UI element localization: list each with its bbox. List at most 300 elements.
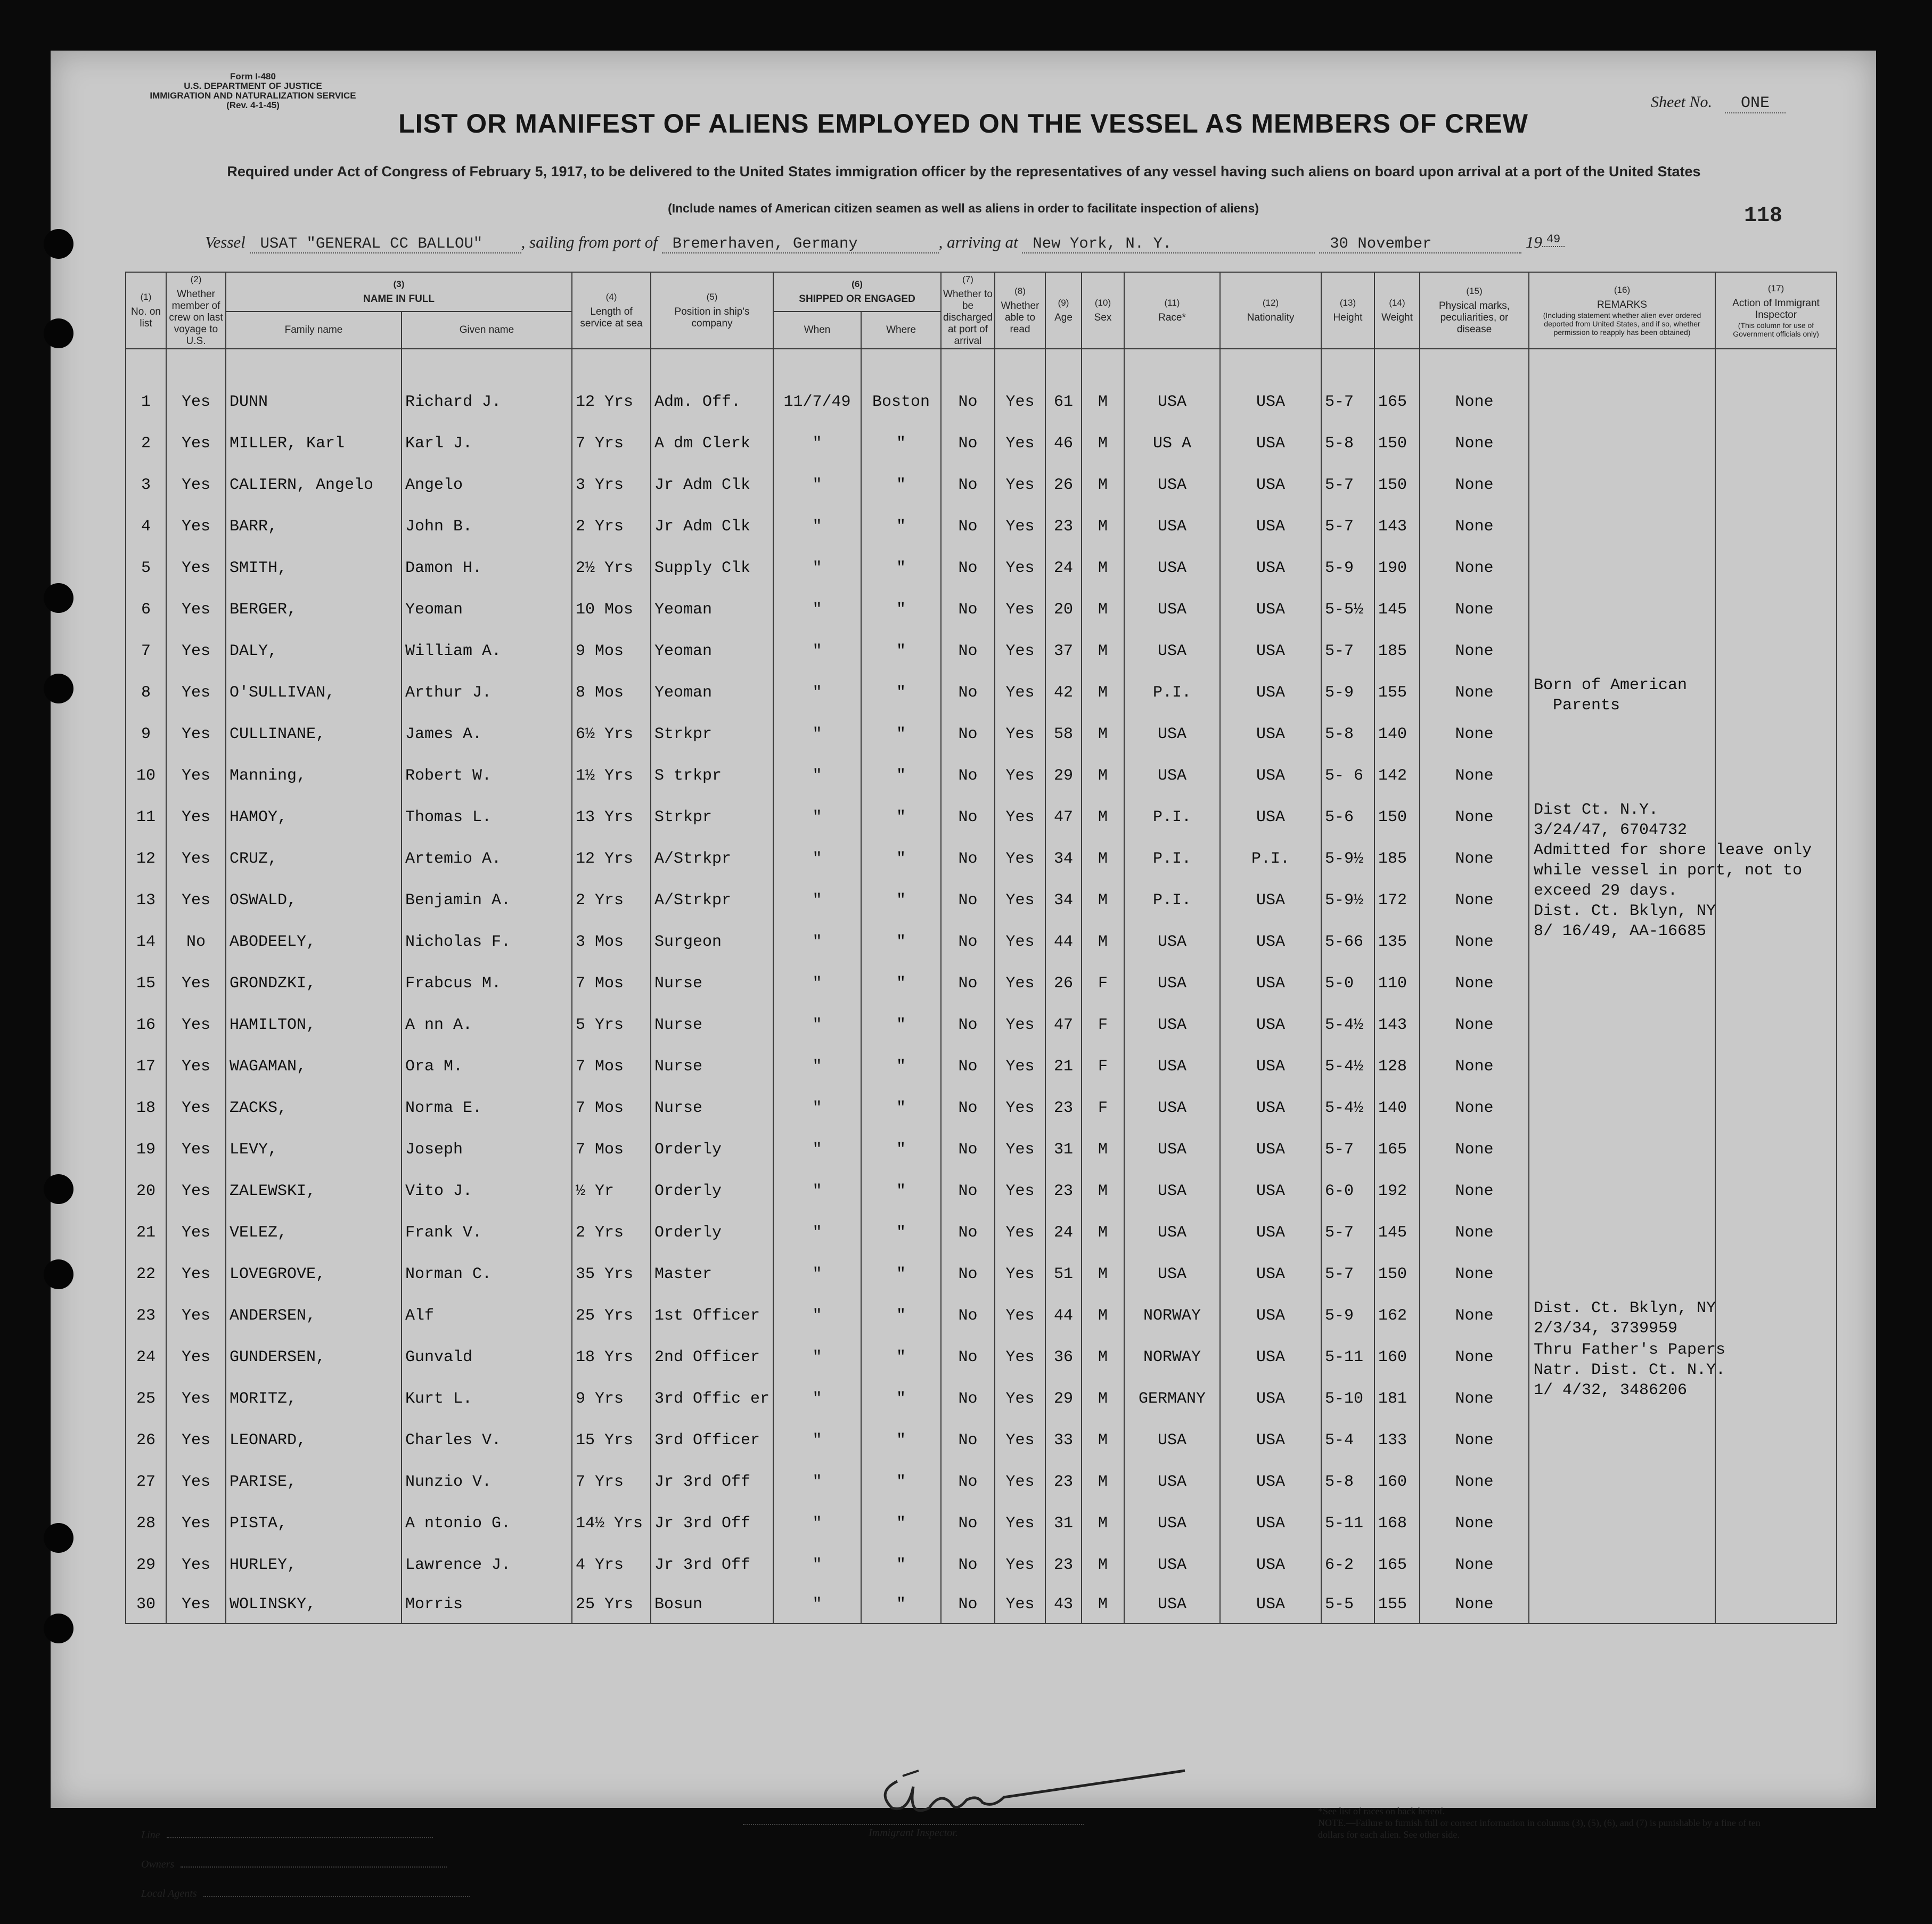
- sex: M: [1082, 381, 1124, 423]
- race: USA: [1124, 1087, 1220, 1129]
- age: 34: [1045, 838, 1082, 880]
- given-name: Nunzio V.: [402, 1461, 572, 1503]
- weight: 168: [1374, 1503, 1420, 1544]
- shipped-when: ": [773, 589, 861, 631]
- family-name: GUNDERSEN,: [226, 1337, 402, 1378]
- height: 5-5: [1321, 1586, 1374, 1624]
- physical-marks: None: [1420, 547, 1529, 589]
- shipped-where: ": [861, 880, 941, 921]
- family-name: CRUZ,: [226, 838, 402, 880]
- physical-marks: None: [1420, 1170, 1529, 1212]
- nationality: USA: [1220, 921, 1321, 963]
- race: USA: [1124, 1046, 1220, 1087]
- height: 5-7: [1321, 464, 1374, 506]
- age: 34: [1045, 880, 1082, 921]
- shipped-when: ": [773, 672, 861, 714]
- shipped-when: ": [773, 1212, 861, 1254]
- physical-marks: None: [1420, 1295, 1529, 1337]
- physical-marks: None: [1420, 1087, 1529, 1129]
- physical-marks: None: [1420, 1004, 1529, 1046]
- races-note: *See list of races on back hereof.: [1318, 1806, 1445, 1816]
- crew-row: [126, 1170, 1837, 1212]
- given-name: Vito J.: [402, 1170, 572, 1212]
- vessel-label: Vessel: [205, 233, 245, 251]
- row-number: 18: [126, 1087, 166, 1129]
- weight: 110: [1374, 963, 1420, 1004]
- position: 1st Officer: [651, 1295, 773, 1337]
- nationality: USA: [1220, 1170, 1321, 1212]
- shipped-where: ": [861, 506, 941, 547]
- given-name: Benjamin A.: [402, 880, 572, 921]
- service-length: 14½ Yrs: [572, 1503, 651, 1544]
- able-to-read: Yes: [995, 921, 1045, 963]
- col-header-crew-last-voyage: (2) Whether member of crew on last voyage to U.S.: [166, 272, 226, 349]
- service-length: 15 Yrs: [572, 1420, 651, 1461]
- given-name: Arthur J.: [402, 672, 572, 714]
- race: USA: [1124, 1004, 1220, 1046]
- height: 5-4½: [1321, 1046, 1374, 1087]
- sex: M: [1082, 547, 1124, 589]
- family-name: DUNN: [226, 381, 402, 423]
- service-length: 10 Mos: [572, 589, 651, 631]
- able-to-read: Yes: [995, 1295, 1045, 1337]
- crew-last-voyage: Yes: [166, 1087, 226, 1129]
- shipped-when: ": [773, 1087, 861, 1129]
- row-number: 5: [126, 547, 166, 589]
- col-header-given-name: Given name: [402, 312, 572, 349]
- able-to-read: Yes: [995, 714, 1045, 755]
- discharged: No: [941, 423, 995, 464]
- nationality: USA: [1220, 631, 1321, 672]
- service-length: 3 Mos: [572, 921, 651, 963]
- physical-marks: None: [1420, 1212, 1529, 1254]
- sex: M: [1082, 506, 1124, 547]
- able-to-read: Yes: [995, 1337, 1045, 1378]
- shipped-when: ": [773, 797, 861, 838]
- col-header-when: When: [773, 312, 861, 349]
- weight: 140: [1374, 1087, 1420, 1129]
- row-number: 25: [126, 1378, 166, 1420]
- nationality: USA: [1220, 1586, 1321, 1624]
- family-name: Manning,: [226, 755, 402, 797]
- include-note: (Include names of American citizen seamen as well as aliens in order to facilitate inspection of aliens): [668, 201, 1259, 215]
- crew-last-voyage: Yes: [166, 1461, 226, 1503]
- nationality: USA: [1220, 423, 1321, 464]
- age: 23: [1045, 1087, 1082, 1129]
- service-length: 35 Yrs: [572, 1254, 651, 1295]
- service-length: 9 Yrs: [572, 1378, 651, 1420]
- physical-marks: None: [1420, 963, 1529, 1004]
- remarks-cell: [1529, 797, 1812, 940]
- service-name: IMMIGRATION AND NATURALIZATION SERVICE: [150, 91, 356, 101]
- remarks-cell: [1529, 1337, 1726, 1399]
- owners-field: [141, 1858, 447, 1871]
- nationality: USA: [1220, 1544, 1321, 1586]
- race: P.I.: [1124, 672, 1220, 714]
- nationality: USA: [1220, 714, 1321, 755]
- race: USA: [1124, 464, 1220, 506]
- crew-last-voyage: Yes: [166, 506, 226, 547]
- shipped-where: ": [861, 1461, 941, 1503]
- weight: 165: [1374, 1129, 1420, 1170]
- age: 47: [1045, 797, 1082, 838]
- remarks-cell: [1529, 672, 1715, 714]
- sex: M: [1082, 714, 1124, 755]
- nationality: USA: [1220, 1254, 1321, 1295]
- inspector-signature: [865, 1760, 1196, 1824]
- age: 46: [1045, 423, 1082, 464]
- able-to-read: Yes: [995, 1212, 1045, 1254]
- sex: M: [1082, 1295, 1124, 1337]
- height: 5-6: [1321, 797, 1374, 838]
- sex: M: [1082, 464, 1124, 506]
- row-number: 20: [126, 1170, 166, 1212]
- remarks-cell: [1529, 631, 1715, 672]
- arrival-port: New York, N. Y.: [1022, 235, 1315, 253]
- position: Strkpr: [651, 797, 773, 838]
- service-length: 2 Yrs: [572, 506, 651, 547]
- family-name: O'SULLIVAN,: [226, 672, 402, 714]
- shipped-where: ": [861, 797, 941, 838]
- weight: 150: [1374, 464, 1420, 506]
- shipped-where: ": [861, 1170, 941, 1212]
- crew-last-voyage: Yes: [166, 464, 226, 506]
- age: 47: [1045, 1004, 1082, 1046]
- remarks-cell: [1529, 963, 1715, 1004]
- position: S trkpr: [651, 755, 773, 797]
- crew-last-voyage: Yes: [166, 1586, 226, 1624]
- position: A/Strkpr: [651, 880, 773, 921]
- discharged: No: [941, 1254, 995, 1295]
- sex: M: [1082, 880, 1124, 921]
- sex: M: [1082, 1586, 1124, 1624]
- crew-last-voyage: Yes: [166, 797, 226, 838]
- given-name: Nicholas F.: [402, 921, 572, 963]
- sex: F: [1082, 963, 1124, 1004]
- shipped-where: Boston: [861, 381, 941, 423]
- discharged: No: [941, 1004, 995, 1046]
- age: 29: [1045, 1378, 1082, 1420]
- given-name: Norma E.: [402, 1087, 572, 1129]
- given-name: A ntonio G.: [402, 1503, 572, 1544]
- weight: 143: [1374, 1004, 1420, 1046]
- sex: M: [1082, 1337, 1124, 1378]
- able-to-read: Yes: [995, 1170, 1045, 1212]
- row-number: 26: [126, 1420, 166, 1461]
- weight: 145: [1374, 589, 1420, 631]
- crew-row: [126, 963, 1837, 1004]
- race: USA: [1124, 1420, 1220, 1461]
- physical-marks: None: [1420, 797, 1529, 838]
- col-header-sex: (10) Sex: [1082, 272, 1124, 349]
- discharged: No: [941, 1170, 995, 1212]
- nationality: USA: [1220, 1212, 1321, 1254]
- able-to-read: Yes: [995, 1129, 1045, 1170]
- able-to-read: Yes: [995, 880, 1045, 921]
- physical-marks: None: [1420, 921, 1529, 963]
- binder-hole: [44, 1523, 73, 1553]
- discharged: No: [941, 1586, 995, 1624]
- family-name: GRONDZKI,: [226, 963, 402, 1004]
- discharged: No: [941, 464, 995, 506]
- sex: F: [1082, 1004, 1124, 1046]
- shipped-when: ": [773, 1295, 861, 1337]
- shipped-when: ": [773, 880, 861, 921]
- sex: M: [1082, 797, 1124, 838]
- shipped-when: 11/7/49: [773, 381, 861, 423]
- weight: 181: [1374, 1378, 1420, 1420]
- height: 5- 6: [1321, 755, 1374, 797]
- discharged: No: [941, 1295, 995, 1337]
- family-name: OSWALD,: [226, 880, 402, 921]
- discharged: No: [941, 1212, 995, 1254]
- col-header-race: (11) Race*: [1124, 272, 1220, 349]
- local-agents-label: Local Agents: [141, 1888, 197, 1900]
- binder-hole: [44, 1614, 73, 1643]
- inspector-action-cell: [1715, 1170, 1837, 1212]
- crew-row: [126, 672, 1837, 714]
- year-suffix: 49: [1542, 233, 1565, 247]
- remarks-text: Dist. Ct. Bklyn, NY 2/3/34, 3739959: [1534, 1299, 1716, 1338]
- able-to-read: Yes: [995, 1254, 1045, 1295]
- crew-row: [126, 381, 1837, 423]
- height: 5-7: [1321, 1212, 1374, 1254]
- service-length: 7 Yrs: [572, 1461, 651, 1503]
- crew-row: [126, 1046, 1837, 1087]
- col-header-remarks: (16) REMARKS (Including statement whether alien ever ordered deported from United States, and if so, whether permission to reapply has been obtained): [1529, 272, 1715, 349]
- nationality: USA: [1220, 1004, 1321, 1046]
- position: Bosun: [651, 1586, 773, 1624]
- height: 5-7: [1321, 381, 1374, 423]
- age: 23: [1045, 506, 1082, 547]
- age: 44: [1045, 921, 1082, 963]
- family-name: MORITZ,: [226, 1378, 402, 1420]
- department-name: U.S. DEPARTMENT OF JUSTICE: [184, 81, 322, 91]
- legal-requirement-text: Required under Act of Congress of February 5, 1917, to be delivered to the United States immigration officer by the representatives of any vessel having such aliens on board upon arrival at a port of the United States: [227, 163, 1701, 179]
- sailing-label: , sailing from port of: [521, 233, 658, 251]
- shipped-where: ": [861, 1337, 941, 1378]
- discharged: No: [941, 506, 995, 547]
- inspector-action-cell: [1715, 1087, 1837, 1129]
- remarks-cell: [1529, 1004, 1715, 1046]
- able-to-read: Yes: [995, 1378, 1045, 1420]
- able-to-read: Yes: [995, 464, 1045, 506]
- shipped-where: ": [861, 755, 941, 797]
- col-header-position: (5) Position in ship's company: [651, 272, 773, 349]
- weight: 150: [1374, 423, 1420, 464]
- service-length: 9 Mos: [572, 631, 651, 672]
- service-length: 8 Mos: [572, 672, 651, 714]
- weight: 150: [1374, 1254, 1420, 1295]
- position: Jr Adm Clk: [651, 506, 773, 547]
- remarks-text: Thru Father's Papers Natr. Dist. Ct. N.Y. 1/ 4/32, 3486206: [1534, 1341, 1726, 1399]
- given-name: Norman C.: [402, 1254, 572, 1295]
- service-length: 5 Yrs: [572, 1004, 651, 1046]
- weight: 140: [1374, 714, 1420, 755]
- given-name: William A.: [402, 631, 572, 672]
- family-name: DALY,: [226, 631, 402, 672]
- nationality: USA: [1220, 1420, 1321, 1461]
- family-name: HAMILTON,: [226, 1004, 402, 1046]
- family-name: SMITH,: [226, 547, 402, 589]
- row-number: 19: [126, 1129, 166, 1170]
- able-to-read: Yes: [995, 589, 1045, 631]
- family-name: BARR,: [226, 506, 402, 547]
- sex: M: [1082, 1503, 1124, 1544]
- crew-last-voyage: Yes: [166, 1295, 226, 1337]
- row-number: 29: [126, 1544, 166, 1586]
- owners-label: Owners: [141, 1858, 175, 1870]
- discharged: No: [941, 631, 995, 672]
- col-header-nationality: (12) Nationality: [1220, 272, 1321, 349]
- vessel-name: USAT "GENERAL CC BALLOU": [250, 235, 521, 253]
- family-name: PARISE,: [226, 1461, 402, 1503]
- sex: M: [1082, 1420, 1124, 1461]
- inspector-action-cell: [1715, 1503, 1837, 1544]
- shipped-where: ": [861, 838, 941, 880]
- able-to-read: Yes: [995, 423, 1045, 464]
- able-to-read: Yes: [995, 838, 1045, 880]
- height: 5-9: [1321, 672, 1374, 714]
- remarks-cell: [1529, 1544, 1715, 1586]
- given-name: Kurt L.: [402, 1378, 572, 1420]
- col-header-family-name: Family name: [226, 312, 402, 349]
- remarks-text: Born of American Parents: [1534, 676, 1688, 715]
- sheet-number-value: ONE: [1725, 94, 1786, 113]
- height: 6-2: [1321, 1544, 1374, 1586]
- race: USA: [1124, 1544, 1220, 1586]
- col-header-discharged: (7) Whether to be discharged at port of arrival: [941, 272, 995, 349]
- weight: 133: [1374, 1420, 1420, 1461]
- remarks-cell: [1529, 464, 1715, 506]
- position: 3rd Offic er: [651, 1378, 773, 1420]
- position: Orderly: [651, 1170, 773, 1212]
- remarks-cell: [1529, 1378, 1715, 1420]
- able-to-read: Yes: [995, 1004, 1045, 1046]
- service-length: ½ Yr: [572, 1170, 651, 1212]
- remarks-cell: [1529, 423, 1715, 464]
- height: 5-11: [1321, 1337, 1374, 1378]
- sex: M: [1082, 921, 1124, 963]
- physical-marks: None: [1420, 1378, 1529, 1420]
- crew-row: [126, 1586, 1837, 1624]
- remarks-cell: [1529, 1461, 1715, 1503]
- inspector-action-cell: [1715, 589, 1837, 631]
- remarks-cell: [1529, 1087, 1715, 1129]
- able-to-read: Yes: [995, 1046, 1045, 1087]
- crew-last-voyage: Yes: [166, 381, 226, 423]
- col-header-shipped: (6) SHIPPED OR ENGAGED: [773, 272, 941, 312]
- remarks-cell: [1529, 1212, 1715, 1254]
- given-name: Gunvald: [402, 1337, 572, 1378]
- inspector-action-cell: [1715, 464, 1837, 506]
- height: 5-8: [1321, 423, 1374, 464]
- crew-last-voyage: Yes: [166, 1129, 226, 1170]
- binder-hole: [44, 318, 73, 348]
- discharged: No: [941, 589, 995, 631]
- discharged: No: [941, 1129, 995, 1170]
- able-to-read: Yes: [995, 1544, 1045, 1586]
- inspector-action-cell: [1715, 631, 1837, 672]
- height: 5-7: [1321, 506, 1374, 547]
- height: 5-10: [1321, 1378, 1374, 1420]
- able-to-read: Yes: [995, 755, 1045, 797]
- nationality: USA: [1220, 1378, 1321, 1420]
- crew-row: [126, 838, 1837, 880]
- physical-marks: None: [1420, 1254, 1529, 1295]
- service-length: 12 Yrs: [572, 381, 651, 423]
- weight: 165: [1374, 381, 1420, 423]
- binder-hole: [44, 674, 73, 703]
- inspector-action-cell: [1715, 1129, 1837, 1170]
- crew-last-voyage: Yes: [166, 1378, 226, 1420]
- race: USA: [1124, 1503, 1220, 1544]
- crew-last-voyage: Yes: [166, 589, 226, 631]
- inspector-action-cell: [1715, 381, 1837, 423]
- remarks-cell: [1529, 1295, 1715, 1337]
- row-number: 13: [126, 880, 166, 921]
- crew-row: [126, 1254, 1837, 1295]
- position: Nurse: [651, 1046, 773, 1087]
- col-header-age: (9) Age: [1045, 272, 1082, 349]
- row-number: 3: [126, 464, 166, 506]
- height: 5-66: [1321, 921, 1374, 963]
- binder-hole: [44, 583, 73, 613]
- age: 29: [1045, 755, 1082, 797]
- crew-row: [126, 714, 1837, 755]
- col-header-where: Where: [861, 312, 941, 349]
- age: 51: [1045, 1254, 1082, 1295]
- age: 37: [1045, 631, 1082, 672]
- shipped-when: ": [773, 1046, 861, 1087]
- age: 23: [1045, 1544, 1082, 1586]
- service-length: 2 Yrs: [572, 1212, 651, 1254]
- inspector-action-cell: [1715, 714, 1837, 755]
- discharged: No: [941, 672, 995, 714]
- nationality: USA: [1220, 1295, 1321, 1337]
- col-header-inspector-action: (17) Action of Immigrant Inspector (This column for use of Government officials only): [1715, 272, 1837, 349]
- shipped-when: ": [773, 1004, 861, 1046]
- col-header-service: (4) Length of service at sea: [572, 272, 651, 349]
- age: 23: [1045, 1170, 1082, 1212]
- nationality: USA: [1220, 797, 1321, 838]
- remarks-text: Dist Ct. N.Y. 3/24/47, 6704732 Admitted for shore leave only while vessel in port, not to exceed 29 days. Dist. Ct. Bklyn, NY 8/ 16/49, AA-16685: [1534, 801, 1812, 940]
- sex: M: [1082, 1254, 1124, 1295]
- crew-row: [126, 797, 1837, 838]
- able-to-read: Yes: [995, 672, 1045, 714]
- shipped-when: ": [773, 464, 861, 506]
- crew-last-voyage: Yes: [166, 1212, 226, 1254]
- race: USA: [1124, 547, 1220, 589]
- row-number: 23: [126, 1295, 166, 1337]
- col-header-height: (13) Height: [1321, 272, 1374, 349]
- race: USA: [1124, 714, 1220, 755]
- height: 5-4½: [1321, 1004, 1374, 1046]
- physical-marks: None: [1420, 506, 1529, 547]
- race: USA: [1124, 1254, 1220, 1295]
- physical-marks: None: [1420, 838, 1529, 880]
- family-name: MILLER, Karl: [226, 423, 402, 464]
- row-number: 10: [126, 755, 166, 797]
- nationality: USA: [1220, 506, 1321, 547]
- physical-marks: None: [1420, 1129, 1529, 1170]
- physical-marks: None: [1420, 1586, 1529, 1624]
- able-to-read: Yes: [995, 963, 1045, 1004]
- crew-row: [126, 547, 1837, 589]
- col-header-no: (1) No. on list: [126, 272, 166, 349]
- position: Master: [651, 1254, 773, 1295]
- crew-last-voyage: Yes: [166, 1004, 226, 1046]
